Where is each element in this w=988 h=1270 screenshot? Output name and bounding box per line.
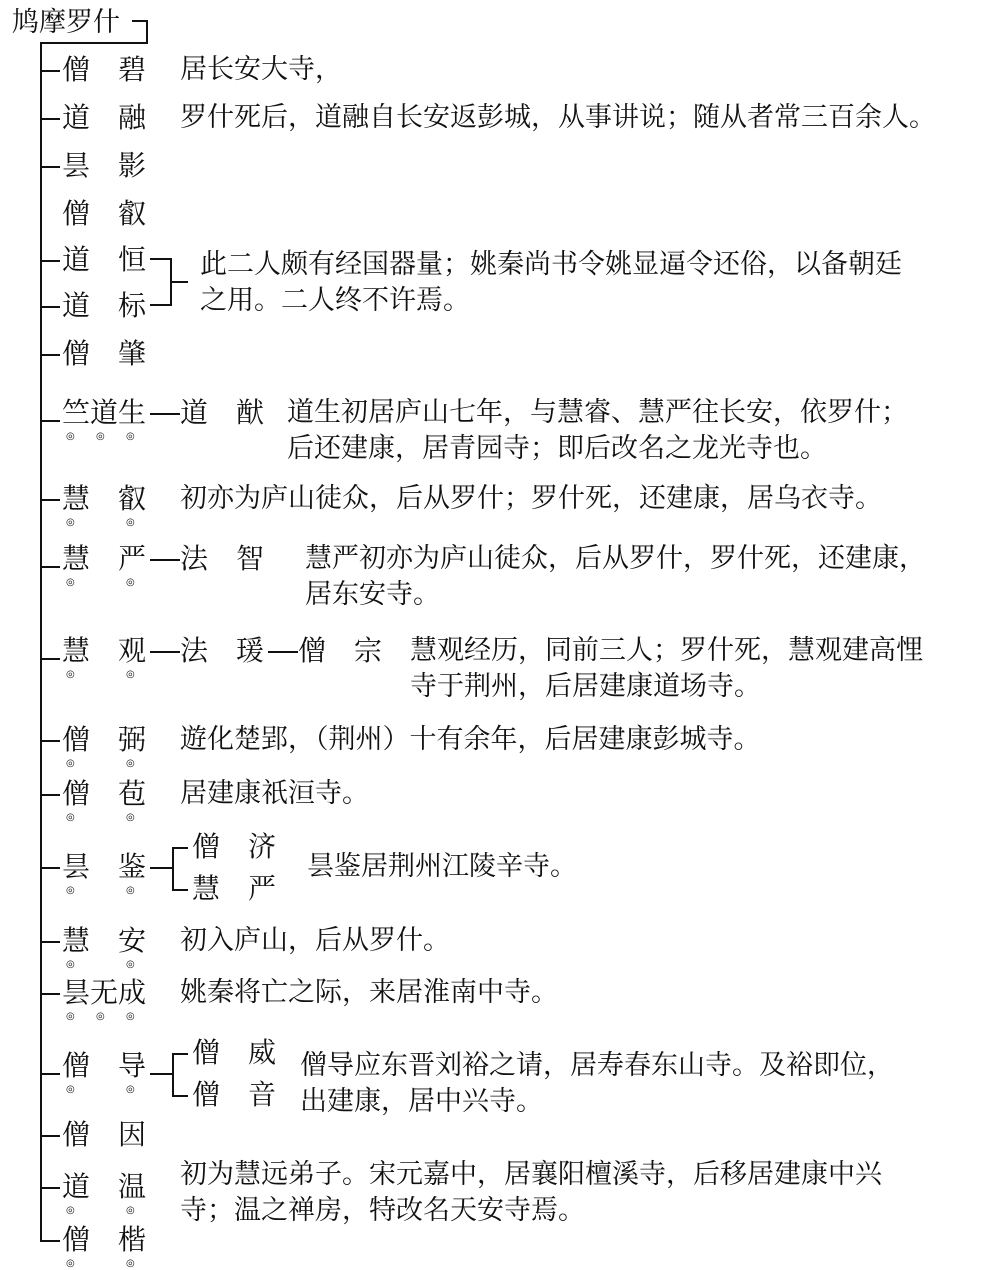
sub-disciple-name: 僧 威 xyxy=(192,1036,277,1069)
shared-note-heng-biao-2: 之用。二人终不许焉。 xyxy=(200,285,470,316)
root-connector-top xyxy=(40,42,148,44)
note-line: 寺于荆州，后居建康道场寺。 xyxy=(410,671,761,702)
monk-name: 道 标 xyxy=(62,289,147,322)
monk-name: 慧 观 xyxy=(62,634,147,667)
branch-line xyxy=(40,1073,60,1075)
monk-name: 僧 叡 xyxy=(62,197,147,230)
emphasis-mark: ◎ xyxy=(126,812,135,823)
emphasis-mark: ◎ xyxy=(66,758,75,769)
emphasis-mark: ◎ xyxy=(126,517,135,528)
monk-name: 昙 鉴 xyxy=(62,850,147,883)
branch-line xyxy=(40,1135,60,1137)
shared-bracket-bottom xyxy=(150,304,170,306)
emphasis-mark: ◎ xyxy=(66,885,75,896)
sub-disciple-name: 慧 严 xyxy=(192,872,277,905)
bracket-top xyxy=(172,1053,188,1055)
note-line: 初入庐山，后从罗什。 xyxy=(180,925,450,956)
bracket-stub xyxy=(150,1073,172,1075)
shared-bracket-out xyxy=(170,281,188,283)
root-connector-v xyxy=(146,20,148,44)
emphasis-mark: ◎ xyxy=(66,812,75,823)
note-line: 初亦为庐山徒众，后从罗什；罗什死，还建康，居乌衣寺。 xyxy=(180,483,882,514)
note-line: 居建康祇洹寺。 xyxy=(180,778,369,809)
branch-line xyxy=(40,499,60,501)
disciple-name: 僧 宗 xyxy=(298,634,383,667)
disciple-name: 法 瑗 xyxy=(180,634,265,667)
emphasis-mark: ◎ xyxy=(126,577,135,588)
shared-bracket-top xyxy=(150,258,170,260)
sub-disciple-name: 僧 音 xyxy=(192,1078,277,1111)
bracket-vertical xyxy=(172,847,174,891)
note-line: 罗什死后，道融自长安返彭城，从事讲说；随从者常三百余人。 xyxy=(180,102,936,133)
monk-name: 道 恒 xyxy=(62,243,147,276)
branch-line xyxy=(40,260,60,262)
shared-note-heng-biao-1: 此二人颇有经国器量；姚秦尚书令姚显逼令还俗，以备朝廷 xyxy=(200,249,902,280)
emphasis-mark: ◎ xyxy=(126,1205,135,1216)
emphasis-mark: ◎ xyxy=(66,1258,75,1269)
bracket-top xyxy=(172,847,188,849)
emphasis-mark: ◎ xyxy=(126,431,135,442)
monk-name: 竺道生 xyxy=(62,396,147,429)
note-line: 居长安大寺， xyxy=(180,54,342,85)
branch-line xyxy=(40,867,60,869)
branch-line xyxy=(40,658,60,660)
monk-name: 昙 影 xyxy=(62,149,147,182)
monk-name: 慧 安 xyxy=(62,924,147,957)
bracket-bottom xyxy=(172,1095,188,1097)
emphasis-mark: ◎ xyxy=(126,758,135,769)
disciple-connector xyxy=(150,413,180,415)
monk-name: 道 温 xyxy=(62,1170,147,1203)
monk-name: 僧 因 xyxy=(62,1118,147,1151)
emphasis-mark: ◎ xyxy=(66,1205,75,1216)
monk-name: 僧 弼 xyxy=(62,723,147,756)
emphasis-mark: ◎ xyxy=(96,1011,105,1022)
note-line: 昙鉴居荆州江陵辛寺。 xyxy=(307,851,577,882)
bracket-stub xyxy=(150,867,172,869)
emphasis-mark: ◎ xyxy=(126,1258,135,1269)
branch-line xyxy=(40,420,60,422)
sub-disciple-name: 僧 济 xyxy=(192,830,277,863)
bracket-bottom xyxy=(172,889,188,891)
disciple-name: 道 猷 xyxy=(180,396,265,429)
branch-line xyxy=(40,306,60,308)
emphasis-mark: ◎ xyxy=(126,1011,135,1022)
monk-name: 慧 严 xyxy=(62,542,147,575)
emphasis-mark: ◎ xyxy=(96,431,105,442)
emphasis-mark: ◎ xyxy=(66,1011,75,1022)
emphasis-mark: ◎ xyxy=(126,669,135,680)
monk-name: 僧 楷 xyxy=(62,1223,147,1256)
monk-name: 僧 苞 xyxy=(62,777,147,810)
branch-line xyxy=(40,740,60,742)
disciple-connector xyxy=(150,651,180,653)
emphasis-mark: ◎ xyxy=(66,669,75,680)
emphasis-mark: ◎ xyxy=(66,959,75,970)
note-line: 慧观经历，同前三人；罗什死，慧观建高悝 xyxy=(410,635,923,666)
emphasis-mark: ◎ xyxy=(66,517,75,528)
branch-line xyxy=(40,1187,60,1189)
branch-line xyxy=(40,118,60,120)
shared-note-wen-kai-2: 寺；温之禅房，特改名天安寺焉。 xyxy=(180,1195,585,1226)
note-line: 慧严初亦为庐山徒众，后从罗什，罗什死，还建康， xyxy=(305,543,926,574)
emphasis-mark: ◎ xyxy=(66,577,75,588)
branch-line xyxy=(40,70,60,72)
root-name: 鸠摩罗什 xyxy=(12,7,120,38)
emphasis-mark: ◎ xyxy=(66,431,75,442)
branch-line xyxy=(40,993,60,995)
emphasis-mark: ◎ xyxy=(126,959,135,970)
note-line: 姚秦将亡之际，来居淮南中寺。 xyxy=(180,977,558,1008)
note-line: 道生初居庐山七年，与慧睿、慧严往长安，依罗什； xyxy=(287,397,908,428)
monk-name: 慧 叡 xyxy=(62,482,147,515)
monk-name: 道 融 xyxy=(62,101,147,134)
branch-line xyxy=(40,354,60,356)
branch-line xyxy=(40,166,60,168)
branch-line xyxy=(40,794,60,796)
branch-line xyxy=(40,566,60,568)
disciple-connector xyxy=(150,559,180,561)
emphasis-mark: ◎ xyxy=(126,885,135,896)
emphasis-mark: ◎ xyxy=(66,1084,75,1095)
branch-line xyxy=(40,941,60,943)
monk-name: 僧 导 xyxy=(62,1049,147,1082)
trunk-line xyxy=(40,42,42,1240)
bracket-vertical xyxy=(172,1053,174,1097)
note-line: 出建康，居中兴寺。 xyxy=(300,1086,543,1117)
note-line: 僧导应东晋刘裕之请，居寿春东山寺。及裕即位， xyxy=(300,1050,894,1081)
monk-name: 昙无成 xyxy=(62,976,147,1009)
note-line: 居东安寺。 xyxy=(305,579,440,610)
emphasis-mark: ◎ xyxy=(126,1084,135,1095)
shared-note-wen-kai-1: 初为慧远弟子。宋元嘉中，居襄阳檀溪寺，后移居建康中兴 xyxy=(180,1159,882,1190)
note-line: 遊化楚郢，（荆州）十有余年，后居建康彭城寺。 xyxy=(180,724,761,755)
monk-name: 僧 碧 xyxy=(62,53,147,86)
monk-name: 僧 肇 xyxy=(62,337,147,370)
branch-line xyxy=(40,1240,60,1242)
note-line: 后还建康，居青园寺；即后改名之龙光寺也。 xyxy=(287,433,827,464)
disciple-name: 法 智 xyxy=(180,542,265,575)
disciple-connector-2 xyxy=(268,651,298,653)
